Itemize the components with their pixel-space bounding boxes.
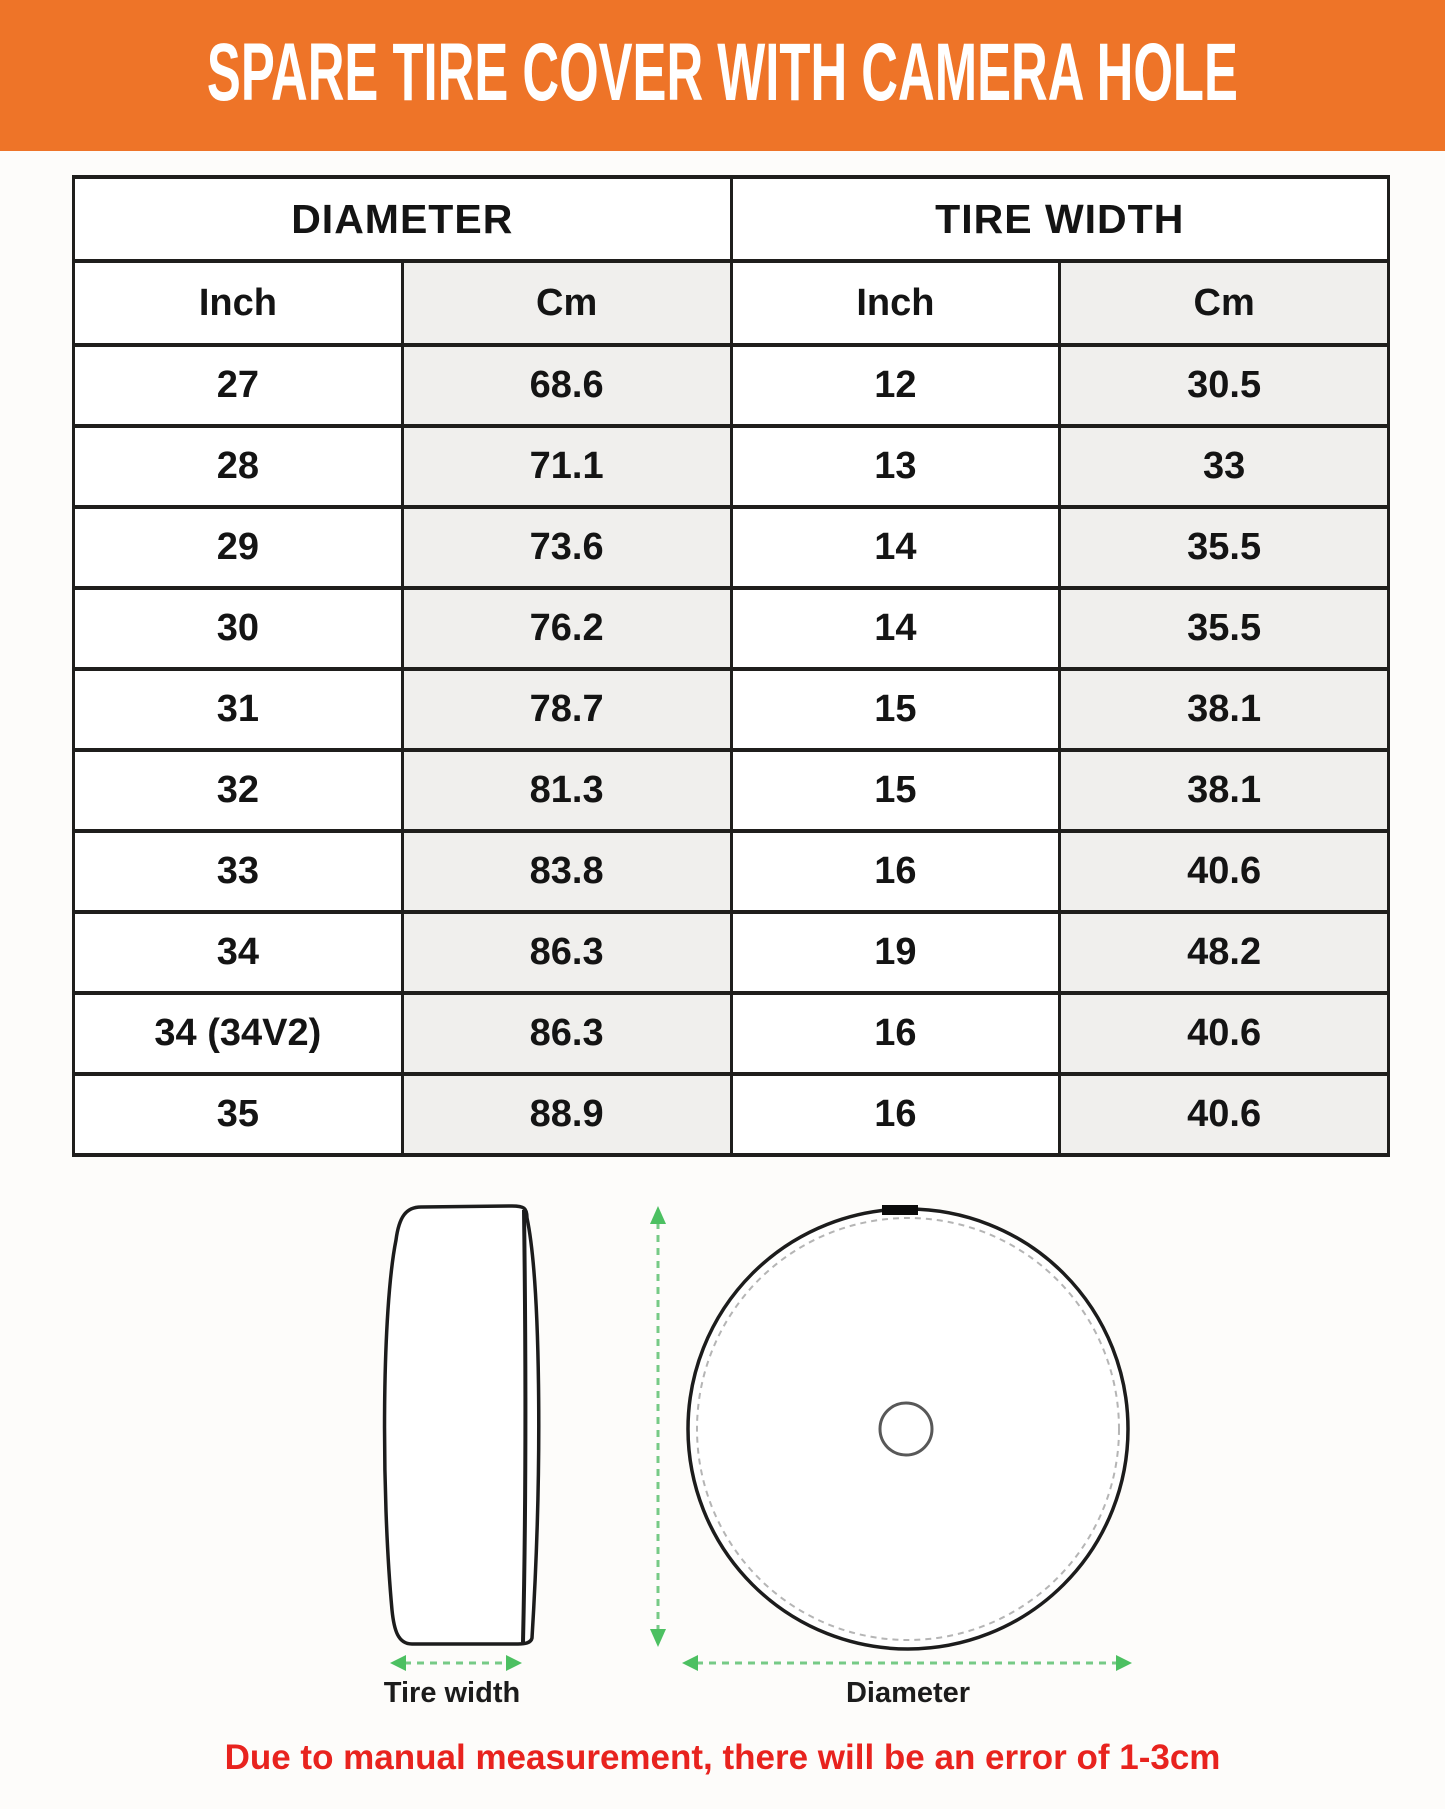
cell-diameter-cm: 83.8 <box>402 831 731 912</box>
table-row <box>74 669 1389 750</box>
cell-diameter-inch: 34 (34V2) <box>74 993 403 1074</box>
table-row <box>74 1074 1389 1155</box>
camera-hole <box>880 1403 932 1455</box>
cell-width-cm: 48.2 <box>1060 912 1389 993</box>
measurement-disclaimer: Due to manual measurement, there will be an error of 1-3cm <box>224 1738 1221 1777</box>
cell-width-inch: 16 <box>731 1074 1060 1155</box>
cell-width-cm: 33 <box>1060 426 1389 507</box>
arrowhead-left-icon <box>390 1655 406 1671</box>
cell-width-cm: 40.6 <box>1060 831 1389 912</box>
arrowhead-up-icon <box>650 1206 666 1224</box>
cell-diameter-inch: 28 <box>74 426 403 507</box>
tire-side-view-outline <box>385 1206 539 1644</box>
cell-diameter-inch: 34 <box>74 912 403 993</box>
cell-diameter-inch: 30 <box>74 588 403 669</box>
table-row <box>74 345 1389 426</box>
measurement-diagram <box>0 1160 1445 1780</box>
col-header-width-cm: Cm <box>1060 261 1389 345</box>
cell-diameter-cm: 86.3 <box>402 912 731 993</box>
cell-diameter-cm: 73.6 <box>402 507 731 588</box>
group-header-row <box>74 177 1389 261</box>
table-row <box>74 912 1389 993</box>
cell-width-cm: 30.5 <box>1060 345 1389 426</box>
arrowhead-right-icon <box>506 1655 522 1671</box>
cell-width-cm: 35.5 <box>1060 588 1389 669</box>
cell-diameter-cm: 71.1 <box>402 426 731 507</box>
cell-diameter-cm: 68.6 <box>402 345 731 426</box>
title-banner <box>0 0 1445 151</box>
cell-diameter-cm: 81.3 <box>402 750 731 831</box>
arrowhead-left-icon <box>682 1655 698 1671</box>
column-header-row <box>74 261 1389 345</box>
cell-diameter-inch: 33 <box>74 831 403 912</box>
cell-width-inch: 14 <box>731 588 1060 669</box>
cell-diameter-cm: 88.9 <box>402 1074 731 1155</box>
group-header-tire-width: TIRE WIDTH <box>731 177 1389 261</box>
cell-width-cm: 40.6 <box>1060 1074 1389 1155</box>
cell-diameter-cm: 78.7 <box>402 669 731 750</box>
cell-width-cm: 38.1 <box>1060 669 1389 750</box>
cell-width-cm: 38.1 <box>1060 750 1389 831</box>
cell-diameter-cm: 76.2 <box>402 588 731 669</box>
cell-width-inch: 15 <box>731 750 1060 831</box>
table-row <box>74 588 1389 669</box>
table-row <box>74 831 1389 912</box>
cell-width-inch: 12 <box>731 345 1060 426</box>
cell-diameter-inch: 27 <box>74 345 403 426</box>
tire-width-label: Tire width <box>383 1677 521 1709</box>
page-title: SPARE TIRE COVER WITH CAMERA HOLE <box>207 26 1238 118</box>
table-row <box>74 993 1389 1074</box>
cell-diameter-inch: 29 <box>74 507 403 588</box>
size-chart-table <box>72 175 1390 1157</box>
cell-diameter-cm: 86.3 <box>402 993 731 1074</box>
table-row <box>74 507 1389 588</box>
cell-width-inch: 16 <box>731 993 1060 1074</box>
diameter-label: Diameter <box>845 1677 971 1709</box>
cell-width-cm: 40.6 <box>1060 993 1389 1074</box>
arrowhead-down-icon <box>650 1629 666 1647</box>
col-header-diameter-cm: Cm <box>402 261 731 345</box>
cell-width-inch: 15 <box>731 669 1060 750</box>
cell-diameter-inch: 35 <box>74 1074 403 1155</box>
table-row <box>74 426 1389 507</box>
cell-diameter-inch: 31 <box>74 669 403 750</box>
cell-diameter-inch: 32 <box>74 750 403 831</box>
col-header-width-inch: Inch <box>731 261 1060 345</box>
cell-width-inch: 14 <box>731 507 1060 588</box>
table-row <box>74 750 1389 831</box>
col-header-diameter-inch: Inch <box>74 261 403 345</box>
cell-width-inch: 13 <box>731 426 1060 507</box>
cell-width-inch: 19 <box>731 912 1060 993</box>
cell-width-cm: 35.5 <box>1060 507 1389 588</box>
cell-width-inch: 16 <box>731 831 1060 912</box>
group-header-diameter: DIAMETER <box>74 177 732 261</box>
top-strap-marker <box>882 1205 918 1215</box>
arrowhead-right-icon <box>1116 1655 1132 1671</box>
